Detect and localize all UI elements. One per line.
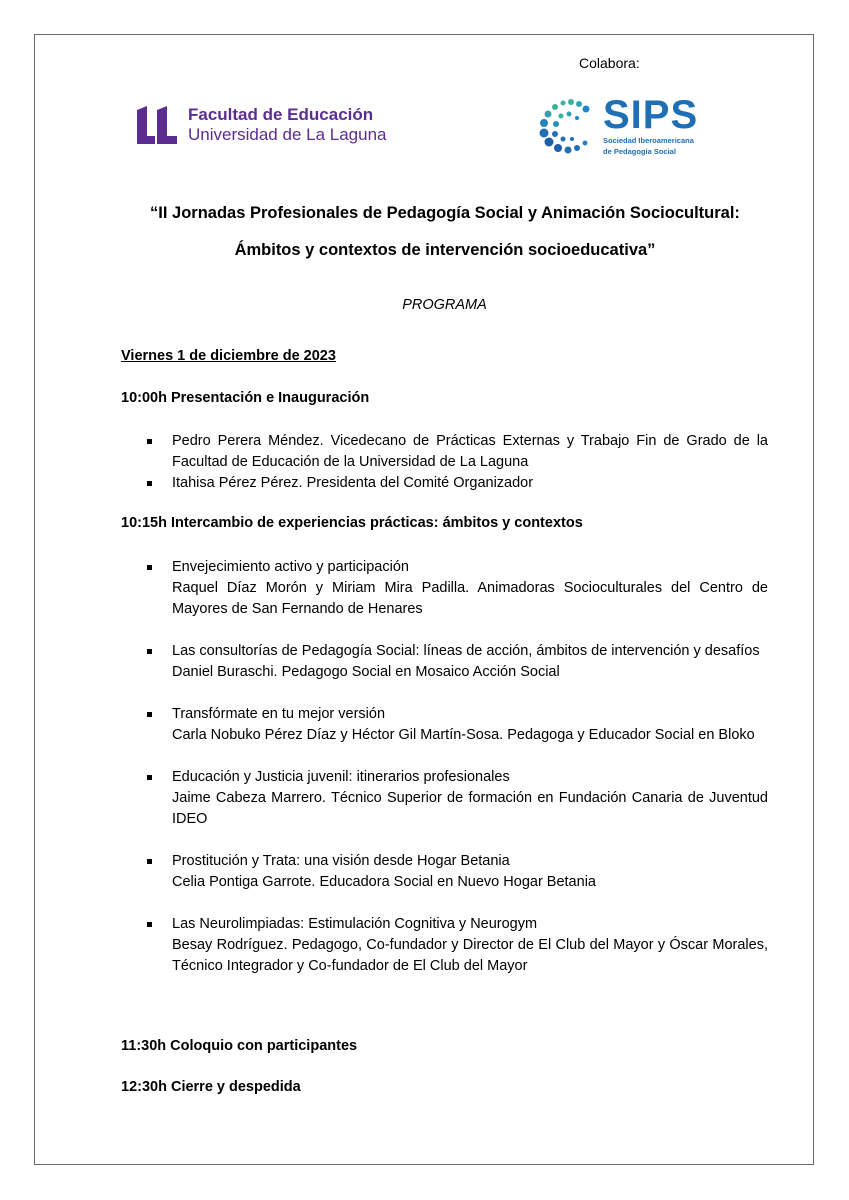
closing-heading: 12:30h Cierre y despedida <box>121 1079 301 1095</box>
colloquium-heading: 11:30h Coloquio con participantes <box>121 1038 358 1054</box>
talk-item <box>145 767 768 830</box>
sips-subtitle-2: de Pedagogía Social <box>603 146 676 156</box>
talk-item <box>145 641 768 683</box>
list-item <box>145 431 768 473</box>
talk-speaker: Celia Pontiga Garrote. Educadora Social en Nuevo Hogar Betania <box>172 874 596 890</box>
talk-item <box>145 704 768 746</box>
talk-speaker: Jaime Cabeza Marrero. Técnico Superior de formación en Fundación Canaria de Juventud IDEO <box>172 790 768 827</box>
sips-logo <box>537 95 698 156</box>
opening-heading: 10:00h Presentación e Inauguración <box>121 390 370 406</box>
event-title-line-2: Ámbitos y contextos de intervención socioeducativa” <box>234 241 656 259</box>
list-item-text: Pedro Perera Méndez. Vicedecano de Prácticas Externas y Trabajo Fin de Grado de la Facultad de Educación de la Universidad de La Laguna <box>172 433 768 470</box>
talk-title: Las consultorías de Pedagogía Social: líneas de acción, ámbitos de intervención y desafíos <box>172 643 760 659</box>
talk-title: Educación y Justicia juvenil: itinerarios profesionales <box>172 769 510 785</box>
ull-logo <box>135 104 386 146</box>
event-title-line-1: “II Jornadas Profesionales de Pedagogía Social y Animación Sociocultural: <box>150 204 740 222</box>
opening-speakers-list <box>145 431 768 494</box>
talk-item <box>145 557 768 620</box>
sips-subtitle-1: Sociedad Iberoamericana <box>603 136 694 145</box>
talk-speaker: Carla Nobuko Pérez Díaz y Héctor Gil Martín-Sosa. Pedagoga y Educador Social en Bloko <box>172 727 755 743</box>
colabora-label: Colabora: <box>579 55 640 71</box>
ull-mark-icon <box>135 104 179 146</box>
ull-university-name: Universidad de La Laguna <box>188 125 387 144</box>
talk-speaker: Raquel Díaz Morón y Miriam Mira Padilla. Animadoras Socioculturales del Centro de Mayores de San Fernando de Henares <box>172 580 768 617</box>
talk-title: Las Neurolimpiadas: Estimulación Cognitiva y Neurogym <box>172 916 538 932</box>
programa-label: PROGRAMA <box>402 297 487 313</box>
exchange-talks-list <box>145 557 768 998</box>
exchange-heading: 10:15h Intercambio de experiencias prácticas: ámbitos y contextos <box>121 515 583 531</box>
talk-item <box>145 851 768 893</box>
sips-dots-icon <box>537 97 599 155</box>
list-item <box>145 473 768 494</box>
talk-item <box>145 914 768 977</box>
talk-title: Transfórmate en tu mejor versión <box>172 706 386 722</box>
list-item-text: Itahisa Pérez Pérez. Presidenta del Comité Organizador <box>172 475 534 491</box>
event-date: Viernes 1 de diciembre de 2023 <box>121 348 336 364</box>
ull-faculty-name: Facultad de Educación <box>188 104 374 124</box>
sips-wordmark: SIPS <box>603 93 699 137</box>
talk-speaker: Daniel Buraschi. Pedagogo Social en Mosaico Acción Social <box>172 664 560 680</box>
talk-title: Envejecimiento activo y participación <box>172 559 409 575</box>
talk-speaker: Besay Rodríguez. Pedagogo, Co-fundador y Director de El Club del Mayor y Óscar Morales, Técnico Integrador y Co-fundador de El Club del Mayor <box>172 937 768 974</box>
talk-title: Prostitución y Trata: una visión desde Hogar Betania <box>172 853 510 869</box>
